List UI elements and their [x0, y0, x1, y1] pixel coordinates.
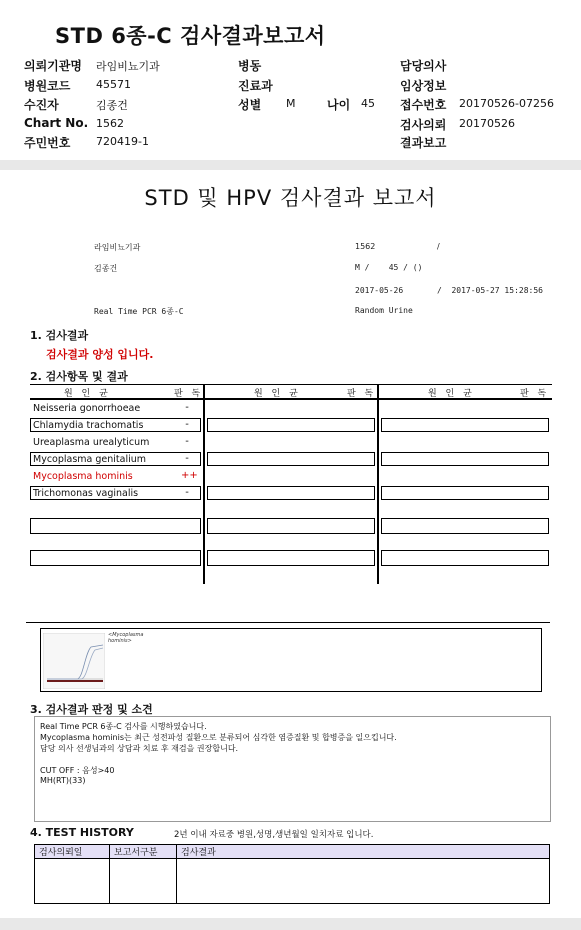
history-col-request-date: 검사의뢰일 [35, 845, 110, 859]
empty-result-box [207, 550, 375, 566]
value-chart-no: 1562 [96, 117, 124, 130]
empty-result-box [381, 418, 549, 432]
empty-result-box [381, 518, 549, 534]
history-cell [177, 859, 550, 904]
result-mark: - [185, 419, 189, 430]
info-sex-age: M / 45 / () [355, 263, 423, 272]
opinion-line: MH(RT)(33) [40, 776, 86, 785]
info-chart-sep: / [437, 242, 440, 251]
organism-name: Neisseria gonorrhoeae [33, 403, 141, 414]
info-chart: 1562 [355, 242, 376, 251]
empty-result-box [207, 518, 375, 534]
separator-band [0, 160, 581, 170]
value-patient: 김종건 [96, 99, 128, 112]
label-attending-doctor: 담당의사 [400, 59, 447, 73]
label-ward: 병동 [238, 59, 262, 73]
separator-band [0, 918, 581, 930]
value-receipt-number: 20170526-07256 [459, 97, 554, 110]
result-mark: - [185, 402, 189, 413]
history-col-report-type: 보고서구분 [110, 845, 177, 859]
result-mark: - [185, 453, 189, 464]
empty-result-box [30, 550, 201, 566]
label-chart-no: Chart No. [24, 116, 89, 130]
report-title: STD 및 HPV 검사결과 보고서 [144, 186, 437, 210]
document-title: STD 6종-C 검사결과보고서 [55, 24, 326, 48]
organism-name: Ureaplasma urealyticum [33, 437, 150, 448]
label-sex: 성별 [238, 98, 262, 112]
section-opinion: 3. 검사결과 판정 및 소견 [30, 703, 153, 716]
col-judge-2: 판 독 [347, 389, 377, 399]
history-table [34, 844, 550, 904]
info-date-reported: / 2017-05-27 15:28:56 [437, 286, 543, 295]
table-row [35, 859, 550, 904]
empty-result-box [207, 486, 375, 500]
label-age: 나이 [327, 98, 351, 112]
label-requesting-clinic: 의뢰기관명 [24, 59, 82, 73]
organism-name: Trichomonas vaginalis [33, 488, 139, 499]
label-department: 진료과 [238, 79, 273, 93]
col-pathogen-3: 원 인 균 [428, 389, 475, 399]
info-test-name: Real Time PCR 6종-C [94, 307, 184, 316]
pcr-amplification-graph [43, 633, 105, 689]
value-hospital-code: 45571 [96, 78, 131, 91]
opinion-line: Real Time PCR 6종-C 검사를 시행하였습니다. [40, 722, 207, 731]
result-mark-positive: ++ [181, 470, 198, 481]
col-judge-3: 판 독 [520, 389, 550, 399]
value-requesting-clinic: 라임비뇨기과 [96, 60, 160, 73]
opinion-line: Mycoplasma hominis는 최근 성전파성 질환으로 분류되어 심각한 염증질환 및 합병증을 일으킵니다. [40, 733, 397, 742]
empty-result-box [381, 486, 549, 500]
organism-name-positive: Mycoplasma hominis [33, 471, 133, 482]
info-date-received: 2017-05-26 [355, 286, 404, 295]
col-judge-1: 판 독 [174, 389, 204, 399]
empty-result-box [30, 518, 201, 534]
value-sex: M [286, 97, 296, 110]
section-test-result: 1. 검사결과 [30, 329, 89, 342]
graph-label: <Mycoplasma hominis> [108, 632, 144, 644]
col-pathogen-2: 원 인 균 [254, 389, 301, 399]
opinion-line: CUT OFF : 음성>40 [40, 766, 115, 775]
info-specimen: Random Urine [355, 306, 413, 315]
label-resident-number: 주민번호 [24, 136, 71, 150]
info-patient: 김종건 [94, 264, 118, 273]
value-resident-number: 720419-1 [96, 135, 149, 148]
positive-result-message: 검사결과 양성 입니다. [46, 348, 154, 361]
label-result-report: 결과보고 [400, 136, 447, 150]
label-request-date: 검사의뢰 [400, 118, 447, 132]
history-col-result: 검사결과 [177, 845, 550, 859]
organism-name: Chlamydia trachomatis [33, 420, 144, 431]
history-note: 2년 이내 자료중 병원,성명,생년월일 일치자료 입니다. [174, 830, 374, 840]
section-divider-line [26, 622, 550, 623]
empty-result-box [207, 452, 375, 466]
history-cell [110, 859, 177, 904]
grid-divider-2 [377, 384, 379, 584]
history-cell [35, 859, 110, 904]
col-pathogen-1: 원 인 균 [64, 389, 111, 399]
organism-name: Mycoplasma genitalium [33, 454, 147, 465]
label-clinical-info: 임상정보 [400, 79, 447, 93]
value-request-date: 20170526 [459, 117, 515, 130]
info-clinic: 라임비뇨기과 [94, 243, 141, 252]
section-test-items: 2. 검사항목 및 결과 [30, 370, 128, 383]
empty-result-box [381, 452, 549, 466]
label-receipt-number: 접수번호 [400, 98, 447, 112]
result-mark: - [185, 436, 189, 447]
section-test-history: 4. TEST HISTORY [30, 826, 134, 839]
label-hospital-code: 병원코드 [24, 79, 71, 93]
label-patient: 수진자 [24, 98, 59, 112]
grid-divider-1 [203, 384, 205, 584]
result-mark: - [185, 487, 189, 498]
empty-result-box [207, 418, 375, 432]
grid-top-line [30, 384, 552, 385]
opinion-line: 담당 의사 선생님과의 상담과 치료 후 재검을 권장합니다. [40, 744, 239, 753]
value-age: 45 [361, 97, 375, 110]
empty-result-box [381, 550, 549, 566]
